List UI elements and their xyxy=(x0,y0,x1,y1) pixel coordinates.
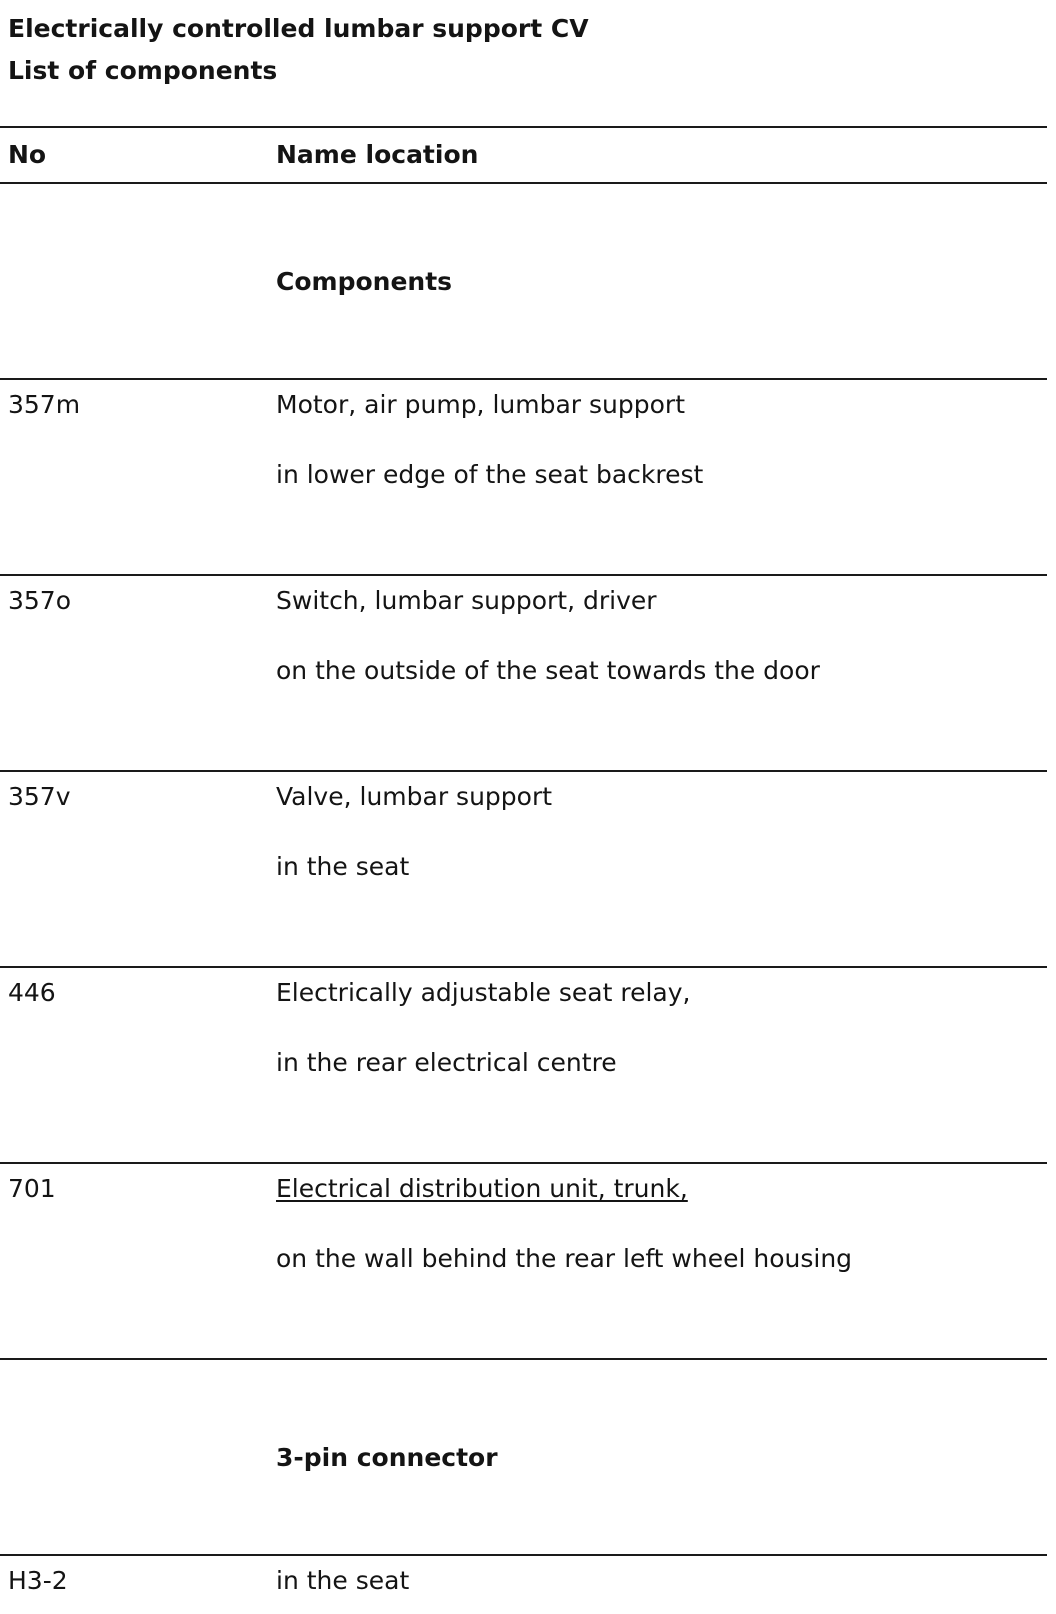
row-location: on the wall behind the rear left wheel housing xyxy=(276,1244,853,1273)
row-divider xyxy=(0,770,1047,772)
header-name-location: Name location xyxy=(276,140,479,169)
row-name: Electrically adjustable seat relay, xyxy=(276,978,691,1007)
row-divider xyxy=(0,574,1047,576)
header-bottom-rule xyxy=(0,182,1047,184)
row-number: 357m xyxy=(8,390,81,419)
section-heading-components: Components xyxy=(276,267,453,296)
row-name: Switch, lumbar support, driver xyxy=(276,586,657,615)
row-number: 701 xyxy=(8,1174,56,1203)
row-name: Motor, air pump, lumbar support xyxy=(276,390,685,419)
row-location: in the rear electrical centre xyxy=(276,1048,617,1077)
row-number: 446 xyxy=(8,978,56,1007)
row-number: H3-2 xyxy=(8,1566,68,1595)
row-number: 357o xyxy=(8,586,72,615)
section-divider xyxy=(0,378,1047,380)
table-top-rule xyxy=(0,126,1047,128)
row-name: Valve, lumbar support xyxy=(276,782,553,811)
document-title: Electrically controlled lumbar support CV xyxy=(8,14,589,43)
header-no: No xyxy=(8,140,47,169)
section-heading-connector: 3-pin connector xyxy=(276,1443,498,1472)
row-name: Electrical distribution unit, trunk, xyxy=(276,1174,688,1203)
row-divider xyxy=(0,966,1047,968)
row-number: 357v xyxy=(8,782,71,811)
row-divider xyxy=(0,1358,1047,1360)
row-name: in the seat xyxy=(276,1566,410,1595)
section-divider xyxy=(0,1554,1047,1556)
row-location: in the seat xyxy=(276,852,410,881)
document-subtitle: List of components xyxy=(8,56,278,85)
row-location: in lower edge of the seat backrest xyxy=(276,460,704,489)
row-divider xyxy=(0,1162,1047,1164)
row-location: on the outside of the seat towards the door xyxy=(276,656,820,685)
